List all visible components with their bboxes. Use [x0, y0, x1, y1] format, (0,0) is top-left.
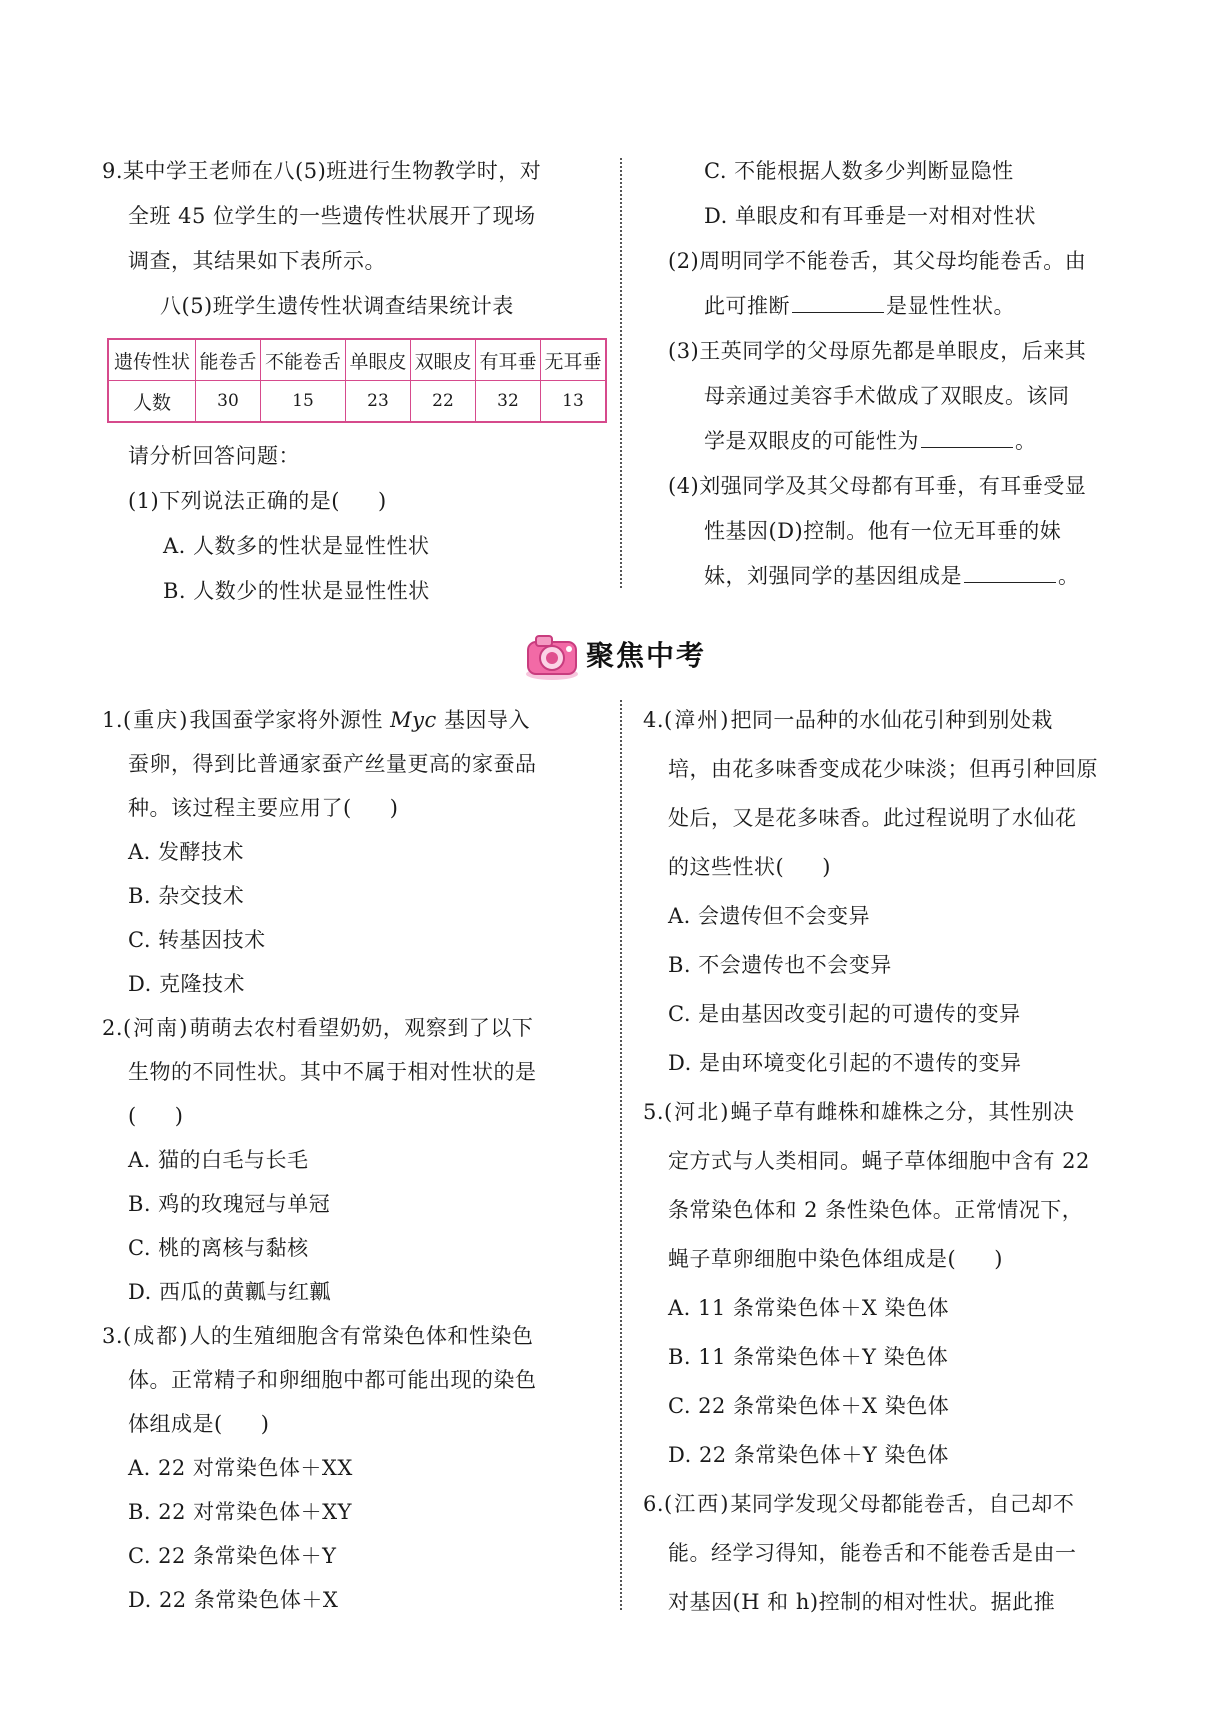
q9-line-2: 全班 45 位学生的一些遗传性状展开了现场: [128, 204, 536, 228]
q3-option-d: D. 22 条常染色体＋X: [128, 1588, 339, 1612]
q1-line-3: [128, 794, 398, 822]
q2-open: (: [128, 1104, 137, 1128]
table-cell: 23: [346, 381, 411, 423]
q9-sub3-line-2: 母亲通过美容手术做成了双眼皮。该同: [704, 384, 1070, 408]
table-header-cell: 无耳垂: [541, 339, 607, 381]
q5-option-c: C. 22 条常染色体＋X 染色体: [668, 1394, 950, 1418]
q4-option-a: A. 会遗传但不会变异: [668, 904, 871, 928]
table-cell: 32: [476, 381, 541, 423]
q9-sub2-text-b: 是显性性状。: [886, 294, 1015, 318]
question-number: 1.: [102, 708, 124, 732]
gene-name: Myc: [390, 708, 437, 732]
q9-sub2-text-a: 此可推断: [704, 294, 790, 318]
q3-text: 体组成是(: [128, 1412, 223, 1436]
q2-option-b: B. 鸡的玫瑰冠与单冠: [128, 1192, 331, 1216]
table-header-cell: 有耳垂: [476, 339, 541, 381]
q3-line-3: [128, 1410, 269, 1438]
q1-option-b: B. 杂交技术: [128, 884, 245, 908]
q1-option-a: A. 发酵技术: [128, 840, 245, 864]
q5-option-b: B. 11 条常染色体＋Y 染色体: [668, 1345, 949, 1369]
q6-line-2: 能。经学习得知，能卷舌和不能卷舌是由一: [668, 1541, 1077, 1565]
q9-sub2-line-1: (2)周明同学不能卷舌，其父母均能卷舌。由: [668, 249, 1087, 273]
q4-option-d: D. 是由环境变化引起的不遗传的变异: [668, 1051, 1022, 1075]
question-number: 4.: [643, 708, 665, 732]
q9-sub2-line-2: [704, 292, 1015, 320]
question-source: (江西): [664, 1492, 731, 1516]
table-cell: 22: [411, 381, 476, 423]
q9-sub3-line-3: [704, 427, 1037, 455]
column-divider-top: [620, 158, 622, 588]
q5-line-4: [668, 1245, 1003, 1273]
table-cell: 13: [541, 381, 607, 423]
q3-close: ): [260, 1412, 270, 1436]
q1-line-1: [102, 706, 530, 734]
q4-line-3: 处后，又是花多味香。此过程说明了水仙花: [668, 806, 1077, 830]
q5-line-1: [643, 1098, 1074, 1126]
question-source: (成都): [123, 1324, 190, 1348]
q5-close: ): [994, 1247, 1003, 1271]
q5-line-3: 条常染色体和 2 条性染色体。正常情况下，: [668, 1198, 1084, 1222]
q3-option-c: C. 22 条常染色体＋Y: [128, 1544, 337, 1568]
camera-icon: [522, 628, 584, 684]
q9-sub4-line-2: 性基因(D)控制。他有一位无耳垂的妹: [704, 519, 1062, 543]
q9-line-1: 9.某中学王老师在八(5)班进行生物教学时，对: [102, 159, 542, 183]
q1-close: ): [389, 796, 399, 820]
q4-line-2: 培，由花多味香变成花少味淡；但再引种回原: [668, 757, 1098, 781]
trait-survey-table: [107, 338, 607, 423]
q3-text: 人的生殖细胞含有常染色体和性染色: [189, 1324, 534, 1348]
table-header-row: [108, 339, 606, 381]
question-number: 2.: [102, 1016, 124, 1040]
q9-sub3-text-a: 学是双眼皮的可能性为: [704, 429, 919, 453]
q6-line-3: 对基因(H 和 h)控制的相对性状。据此推: [668, 1590, 1056, 1614]
q5-text: 蝇子草有雌株和雄株之分，其性别决: [730, 1100, 1075, 1124]
question-source: (河北): [664, 1100, 731, 1124]
q9-sub4-text-a: 妹，刘强同学的基因组成是: [704, 564, 962, 588]
q1-text: 种。该过程主要应用了(: [128, 796, 352, 820]
question-number: 6.: [643, 1492, 665, 1516]
answer-blank[interactable]: [792, 292, 884, 313]
q3-option-a: A. 22 对常染色体＋XX: [128, 1456, 353, 1480]
q2-option-a: A. 猫的白毛与长毛: [128, 1148, 309, 1172]
q6-line-1: [643, 1490, 1074, 1518]
q9-option-a: A. 人数多的性状是显性性状: [163, 534, 430, 558]
table-header-cell: 不能卷舌: [261, 339, 346, 381]
q2-line-1: [102, 1014, 533, 1042]
question-source: (漳州): [664, 708, 731, 732]
table-header-cell: 单眼皮: [346, 339, 411, 381]
q1-text: 我国蚕学家将外源性: [189, 708, 383, 732]
table-header-cell: 能卷舌: [196, 339, 261, 381]
question-prompt: 请分析回答问题：: [128, 444, 300, 468]
q6-text: 某同学发现父母都能卷舌，自己却不: [730, 1492, 1075, 1516]
q1-line-2: 蚕卵，得到比普通家蚕产丝量更高的家蚕品: [128, 752, 537, 776]
table-cell: 15: [261, 381, 346, 423]
question-source: (河南): [123, 1016, 190, 1040]
q4-text: 把同一品种的水仙花引种到别处栽: [730, 708, 1053, 732]
q9-sub1-close: ): [377, 489, 387, 513]
answer-blank[interactable]: [921, 427, 1013, 448]
q9-sub4-line-1: (4)刘强同学及其父母都有耳垂，有耳垂受显: [668, 474, 1087, 498]
q9-option-d: D. 单眼皮和有耳垂是一对相对性状: [704, 204, 1036, 228]
table-row-label: 人数: [108, 381, 196, 423]
q9-sub1: [128, 487, 387, 515]
q4-line-4: [668, 853, 831, 881]
q5-option-a: A. 11 条常染色体＋X 染色体: [668, 1296, 950, 1320]
q4-option-b: B. 不会遗传也不会变异: [668, 953, 892, 977]
q2-option-c: C. 桃的离核与黏核: [128, 1236, 309, 1260]
question-source: (重庆): [123, 708, 190, 732]
q9-option-c: C. 不能根据人数多少判断显隐性: [704, 159, 1014, 183]
q4-line-1: [643, 706, 1053, 734]
question-number: 5.: [643, 1100, 665, 1124]
q4-close: ): [822, 855, 831, 879]
table-header-cell: 遗传性状: [108, 339, 196, 381]
q5-option-d: D. 22 条常染色体＋Y 染色体: [668, 1443, 949, 1467]
q2-text: 萌萌去农村看望奶奶，观察到了以下: [189, 1016, 534, 1040]
q9-sub1-text: (1)下列说法正确的是(: [128, 489, 340, 513]
column-divider-bottom: [620, 700, 622, 1610]
q3-line-2: 体。正常精子和卵细胞中都可能出现的染色: [128, 1368, 537, 1392]
answer-blank[interactable]: [964, 562, 1056, 583]
question-number: 3.: [102, 1324, 124, 1348]
table-cell: 30: [196, 381, 261, 423]
table-title: 八(5)班学生遗传性状调查结果统计表: [160, 294, 514, 318]
q1-text: 基因导入: [443, 708, 530, 732]
q3-line-1: [102, 1322, 533, 1350]
table-row: [108, 381, 606, 423]
q2-line-2: 生物的不同性状。其中不属于相对性状的是: [128, 1060, 537, 1084]
q4-text: 的这些性状(: [668, 855, 785, 879]
q4-option-c: C. 是由基因改变引起的可遗传的变异: [668, 1002, 1021, 1026]
q9-line-3: 调查，其结果如下表所示。: [128, 249, 386, 273]
q1-option-d: D. 克隆技术: [128, 972, 245, 996]
q9-option-b: B. 人数少的性状是显性性状: [163, 579, 430, 603]
q9-sub3-text-b: 。: [1015, 429, 1037, 453]
q5-text: 蝇子草卵细胞中染色体组成是(: [668, 1247, 957, 1271]
q2-close: ): [174, 1104, 184, 1128]
banner-title: 聚焦中考: [586, 639, 707, 672]
q3-option-b: B. 22 对常染色体＋XY: [128, 1500, 352, 1524]
q1-option-c: C. 转基因技术: [128, 928, 266, 952]
q9-sub4-line-3: [704, 562, 1080, 590]
q2-option-d: D. 西瓜的黄瓤与红瓤: [128, 1280, 331, 1304]
q5-line-2: 定方式与人类相同。蝇子草体细胞中含有 22: [668, 1149, 1090, 1173]
q9-sub4-text-b: 。: [1058, 564, 1080, 588]
table-header-cell: 双眼皮: [411, 339, 476, 381]
q9-sub3-line-1: (3)王英同学的父母原先都是单眼皮，后来其: [668, 339, 1087, 363]
q2-line-3: [128, 1102, 183, 1130]
